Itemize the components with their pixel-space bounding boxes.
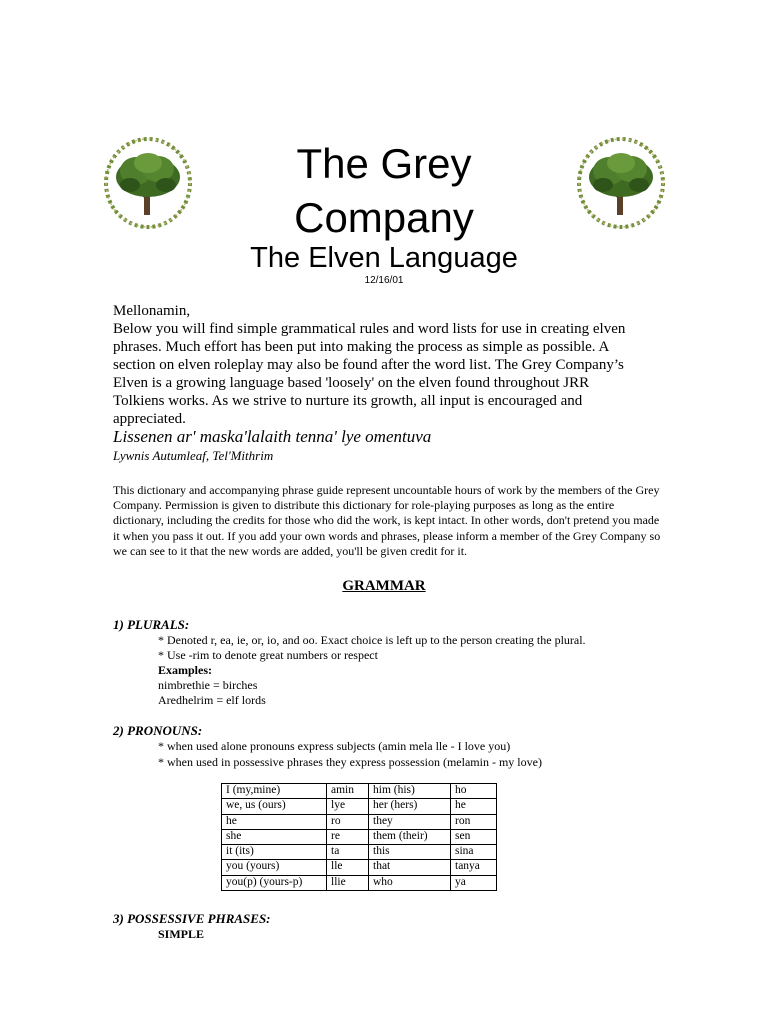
table-cell: him (his) — [369, 784, 451, 799]
table-cell: tanya — [451, 860, 497, 875]
table-cell: her (hers) — [369, 799, 451, 814]
pronouns-rule-2: * when used in possessive phrases they express possession (melamin - my love) — [158, 755, 542, 769]
page-subtitle: The Elven Language — [250, 242, 518, 274]
table-cell: who — [369, 875, 451, 890]
table-cell: this — [369, 845, 451, 860]
table-cell: re — [327, 829, 369, 844]
table-cell: ta — [327, 845, 369, 860]
table-cell: them (their) — [369, 829, 451, 844]
table-cell: you(p) (yours-p) — [222, 875, 327, 890]
plurals-rule-1: * Denoted r, ea, ie, or, io, and oo. Exact choice is left up to the person creating the plural. — [158, 633, 586, 647]
motto-quote: Lissenen ar' maska'lalaith tenna' lye omentuva — [113, 427, 432, 446]
table-cell: you (yours) — [222, 860, 327, 875]
dictionary-note: This dictionary and accompanying phrase guide represent uncountable hours of work by the members of the Grey Company. Permission is given to distribute this dictionary for role-playing purposes as long as the entire dictionary, including the credits for those who did the work, is kept intact. In other words, don't pretend you made it when you pass it out. If you add your own words and phrases, please inform a member of the Grey Company so we can see to it that the new words are added, you'll be given credit for it. — [113, 483, 661, 558]
motto-author: Lywnis Autumleaf, Tel'Mithrim — [113, 448, 274, 463]
table-cell: we, us (ours) — [222, 799, 327, 814]
table-cell: they — [369, 814, 451, 829]
table-cell: she — [222, 829, 327, 844]
possessive-subheading: SIMPLE — [158, 927, 205, 941]
pronoun-table — [221, 783, 497, 891]
greeting: Mellonamin, — [113, 303, 191, 319]
table-cell: he — [222, 814, 327, 829]
table-cell: lle — [327, 860, 369, 875]
plural-example-2: Aredhelrim = elf lords — [158, 693, 266, 707]
pronouns-heading: 2) PRONOUNS: — [113, 723, 203, 738]
plurals-rule-2: * Use -rim to denote great numbers or respect — [158, 648, 378, 662]
table-row — [222, 799, 497, 814]
table-row — [222, 875, 497, 890]
intro-paragraph: Below you will find simple grammatical rules and word lists for use in creating elven phrases. Much effort has been put into making the process as simple as possible. A section on elven roleplay may also be found after the word list. The Grey Company’s Elven is a growing language based 'loosely' on the elven found throughout JRR Tolkiens works. As we strive to nurture its growth, all input is encouraged and appreciated. — [113, 321, 626, 427]
table-row — [222, 829, 497, 844]
table-cell: I (my,mine) — [222, 784, 327, 799]
table-cell: that — [369, 860, 451, 875]
pronouns-rule-1: * when used alone pronouns express subjects (amin mela lle - I love you) — [158, 739, 511, 753]
plural-example-1: nimbrethie = birches — [158, 678, 258, 692]
table-cell: lye — [327, 799, 369, 814]
table-cell: he — [451, 799, 497, 814]
table-cell: amin — [327, 784, 369, 799]
page-title-line1: The Grey — [296, 140, 472, 187]
table-row — [222, 814, 497, 829]
table-row — [222, 860, 497, 875]
table-cell: sina — [451, 845, 497, 860]
table-cell: sen — [451, 829, 497, 844]
grammar-heading: GRAMMAR — [342, 578, 426, 594]
examples-label: Examples: — [158, 663, 212, 677]
table-cell: ya — [451, 875, 497, 890]
document-date: 12/16/01 — [364, 275, 404, 286]
table-row — [222, 845, 497, 860]
table-cell: it (its) — [222, 845, 327, 860]
plurals-heading: 1) PLURALS: — [113, 617, 190, 632]
table-cell: llie — [327, 875, 369, 890]
table-cell: ho — [451, 784, 497, 799]
table-cell: ron — [451, 814, 497, 829]
table-row — [222, 784, 497, 799]
page-title-line2: Company — [294, 194, 474, 241]
table-cell: ro — [327, 814, 369, 829]
possessive-heading: 3) POSSESSIVE PHRASES: — [113, 911, 271, 926]
